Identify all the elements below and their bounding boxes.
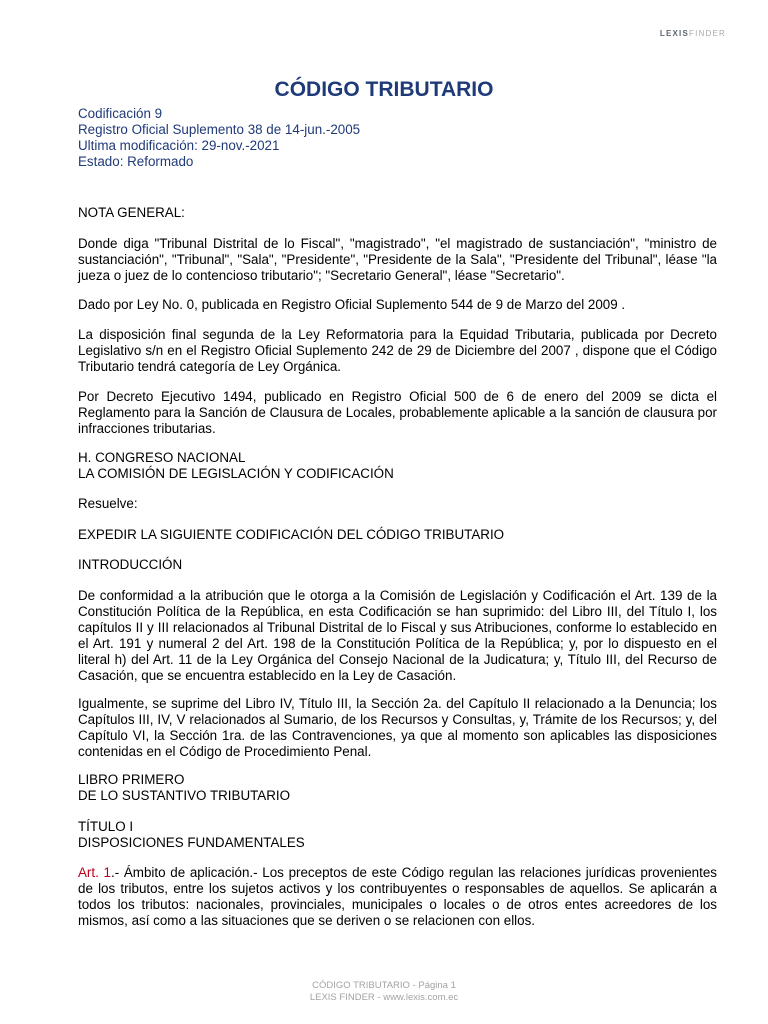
paragraph-nota: Donde diga "Tribunal Distrital de lo Fiscal", "magistrado", "el magistrado de sustanciación", "ministro de sustanciación", "Tribunal", "Sala", "Presidente", "Presidente de la Sala", "Presidente del Tribunal", léase "la jueza o juez de lo contencioso tributario"; "Secretario General", léase "Secretario". (78, 236, 717, 283)
document-title: CÓDIGO TRIBUTARIO (274, 78, 494, 101)
lexis-finder-logo: LEXISFINDER (659, 29, 726, 38)
paragraph-dado: Dado por Ley No. 0, publicada en Registro Oficial Suplemento 544 de 9 de Marzo del 2009 . (78, 297, 626, 312)
paragraph-disposicion: La disposición final segunda de la Ley Reformatoria para la Equidad Tributaria, publicada por Decreto Legislativo s/n en el Registro Oficial Suplemento 242 de 29 de Diciembre del 2007 , dispone que el Código Tributario tendrá categoría de Ley Orgánica. (78, 327, 717, 374)
paragraph-igualmente: Igualmente, se suprime del Libro IV, Título III, la Sección 2a. del Capítulo II relacionado a la Denuncia; los Capítulos III, IV, V relacionados al Sumario, de los Recursos y Consultas, y, Trámite de los Recursos; y, del Capítulo VI, la Sección 1ra. de las Contravenciones, ya que al momento son aplicables las disposiciones contenidas en el Código de Procedimiento Penal. (78, 696, 717, 759)
article-1-number: Art. 1 (78, 865, 111, 880)
libro-heading: LIBRO PRIMERO DE LO SUSTANTIVO TRIBUTARIO (78, 772, 291, 803)
meta-estado: Estado: Reformado (78, 154, 194, 169)
paragraph-introduccion: De conformidad a la atribución que le otorga a la Comisión de Legislación y Codificación el Art. 139 de la Constitución Política de la República, en esta Codificación se han suprimido: del Libro III, del Título I, los capítulos II y III relacionados al Tribunal Distrital de lo Fiscal y sus Atribuciones, conforme lo establecido en el Art. 191 y numeral 2 del Art. 198 de la Constitución Política de la República; y, por lo dispuesto en el literal h) del Art. 11 de la Ley Orgánica del Consejo Nacional de la Judicatura; y, Título III, del Recurso de Casación, que se encuentra establecido en la Ley de Casación. (78, 588, 717, 683)
meta-modificacion: Ultima modificación: 29-nov.-2021 (78, 138, 280, 153)
nota-general-heading: NOTA GENERAL: (78, 205, 185, 220)
article-1-text: .- Ámbito de aplicación.- Los preceptos de este Código regulan las relaciones jurídicas provenientes de los tributos, entre los sujetos activos y los contribuyentes o responsables de aquellos. Se aplicarán a todos los tributos: nacionales, provinciales, municipales o locales o de otros entes acreedores de los mismos, así como a las situaciones que se deriven o se relacionen con ellos. (78, 865, 717, 928)
meta-codificacion: Codificación 9 (78, 106, 163, 121)
footer-website: LEXIS FINDER - www.lexis.com.ec (309, 992, 459, 1003)
titulo-heading: TÍTULO I DISPOSICIONES FUNDAMENTALES (78, 819, 305, 850)
article-1 (78, 865, 717, 929)
document-meta (78, 106, 717, 170)
page-footer (0, 980, 768, 1004)
meta-registro: Registro Oficial Suplemento 38 de 14-jun.-2005 (78, 122, 361, 137)
expedir-heading: EXPEDIR LA SIGUIENTE CODIFICACIÓN DEL CÓDIGO TRIBUTARIO (78, 527, 505, 542)
footer-page-label: CÓDIGO TRIBUTARIO - Página 1 (312, 980, 456, 991)
congreso-heading: H. CONGRESO NACIONAL LA COMISIÓN DE LEGISLACIÓN Y CODIFICACIÓN (78, 450, 394, 481)
paragraph-decreto: Por Decreto Ejecutivo 1494, publicado en Registro Oficial 500 de 6 de enero del 2009 se dicta el Reglamento para la Sanción de Clausura de Locales, probablemente aplicable a la sanción de clausura por infracciones tributarias. (78, 389, 717, 436)
resuelve-label: Resuelve: (78, 496, 138, 511)
introduccion-heading: INTRODUCCIÓN (78, 557, 183, 572)
